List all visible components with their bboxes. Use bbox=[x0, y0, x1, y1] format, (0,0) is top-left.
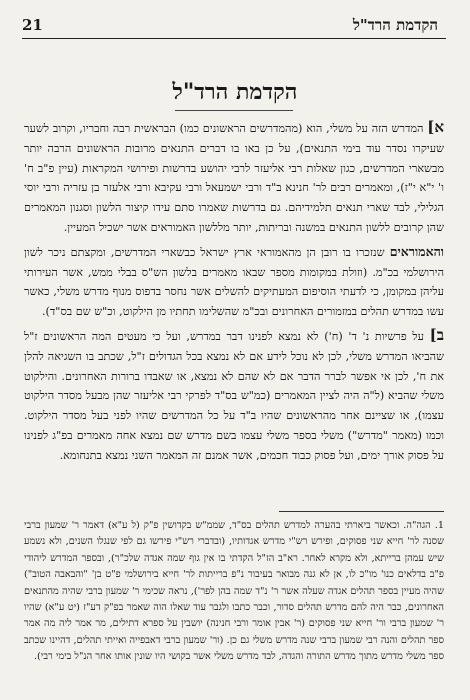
footnote-text: הגה"ה. וכאשר ביארתי בהערה למדרש תהלים בס"ד, שממ"ש בקדושין פ"ק (ל ע"א) דאמר ר' שמעון ברבי שסנה לר' חייא שני פסוקים, ופירש רש"י מדרש אגדותיו, (ובדברי רש"י פירשו גם לפי שנגלו השנים, ולא נשמע שיש עמהן ברייתא, ולא מקרא לאחר. רא"ב הז"ל הקדתי בו אין גוף שמה אגדה שלכ"ר), ובספר המדרש ליהודי פ"ב בדלאים כנו' מו"כ לו, אן לא גנה מבואר בעיבור נ"פ ברייתות לר' חייא בירושלמי פ"ט בן' "והבאבה הטוב") שהיה מעיין בספר תהלים אגדה שעלה אשר ר' נ"ד שמה בהן לפר'), נראה שכימי ר' שמעון ברבי שהיה מהתנאים האחרונים, כבר היה להם מדרש תהלים סדור, וכבר כתבו ולגבר עוד שאלו הוה שאמר בפ"ק דע"ז (יט ע"א) שהיו ר' שמעון ברבי ור' חייא שני פסוקים (ר' אבין אומר ורבי חנינה) יושבין על ספרא דתילים, מר אמר ליה מה אמר ספר תהלים והנה רבי שמעון ברבי שנה מדרש משלי גם כן. (ור' שמעון ברבי דאבפייה ואייתי תהלים, דהיינו שכתב ספר משלי מדרש מתוך מדרש התורה והגדה, לבד מדרש משלי אשר בקושי היו שונין אותו אחר הנ"ל בימי רבי). bbox=[24, 520, 444, 663]
page-number: 21 bbox=[22, 16, 43, 34]
running-title: הקדמת הרד"ל bbox=[352, 16, 438, 34]
paragraph-text: המדרש הזה על משלי, הוא (מהמדרשים הראשונים כמו) הבראשית רבה וחבריו, וקרוב לשער שעיקרו נסדר עוד בימי התנאים), על כן באו בו דברים התנאים מרובות הראשונים הרבה יותר מבשארי המדרשים, כגון שאלות רבי אליעזר לרבי יהושע בדרשות ופירושי המקראות (עיין פ"ב ח' ו' י"א י"ז), ומאמרים רבים לר' חנינא ב"ד ורבי ישמעאל ורבי עקיבא ורבי אלעזר בן עזריה ורבי יוסי הגלילי, לבד שארי תנאים תלמידיהם. גם בדרשות שאמרו סתם עידו קיצור הלשון וסגנון המאמרים שהן קרובים ללשון התנאים במשנה ובריתות, יותר מללשון האמוראים אשר ישכיל המעיין. bbox=[24, 122, 444, 234]
paragraph-1 bbox=[24, 118, 444, 238]
section-title: הקדמת הרד"ל bbox=[172, 79, 298, 105]
running-head bbox=[22, 16, 446, 39]
title-underline bbox=[175, 110, 293, 111]
body-text bbox=[24, 118, 444, 470]
paragraph-text: על פרשיות נ' ד' (ח') לא נמצא לפנינו דבר במדרש, ועל כי מעטים המה הראשונים ז"ל שהביאו המדרש משלי, לכן לא נוכל לידע אם לא נמצא בכל הגדולים ז"ל, שכתב בו השגיאה להלן את ח', לכן אי אפשר לברר הדבר אם לא שהם לא נמצא, או שאבדו ברורות האחרונים. והילקוט משלי שהביא (ל"ה היה לציין המאמרים (כמ"ש בס"ד לפרקי רבי אליעזר שהן מבעל מסדר הילקוט עצמו), או שציינם אחר מהראשונים שהיו ב"ד על כל המדרשים שהיו לפני בעל מסדר הילקוט. וכמו (מאמר "מדרש") משלי בספר משלי עצמו בשם מדרש שם נמצא אחה מאמרים בפ"ג לפנינו על פסוק אורך ימים, ועל פסוק כבוד חכמים, אשר אמנם זה המאמר השני נמצא בתנחומא. bbox=[24, 329, 444, 462]
paragraph-marker: א] bbox=[427, 118, 444, 136]
paragraph-3 bbox=[24, 326, 444, 466]
paragraph-2 bbox=[24, 242, 444, 322]
paragraph-marker: ב] bbox=[429, 325, 444, 344]
paragraph-text: שנזכרו בו רובן הן מהאמוראי ארץ ישראל כבשארי המדרשים, ומקצתם ניכר לשון הירושלמי בכ"מ. (וזולת במקומות מספר שבאו מאמרים בלשון הש"ס בבלי ממש, אשר העירותי עליהן במקומן, כי לדעתי הוסיפום המעתיקים להשלים אשר נחסר בדפוס מנוף מדרש משלי, כאשר עשו במדרש תהלים במזמורים האחרונים ובכ"מ שהשלימו תחתיו מן הילקוט, וכ"ש שם בס"ד). bbox=[24, 245, 444, 319]
footnote bbox=[24, 518, 444, 666]
paragraph-lead-word: והאמוראים bbox=[389, 243, 444, 259]
footnote-marker: 1. bbox=[434, 520, 444, 531]
footnote-separator bbox=[279, 511, 444, 512]
